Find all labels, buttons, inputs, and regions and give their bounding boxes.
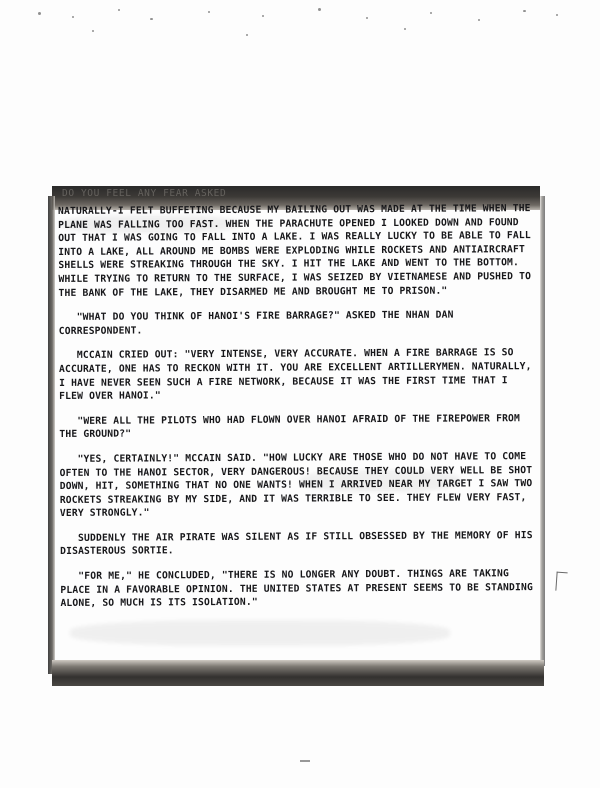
paragraph: "WHAT DO YOU THINK OF HANOI'S FIRE BARRAGE?" ASKED THE NHAN DAN CORRESPONDENT.: [58, 309, 460, 337]
stray-pen-mark: [555, 572, 567, 592]
scan-speck: [262, 15, 264, 17]
scan-speck: [404, 28, 406, 30]
copy-smudge: [70, 620, 450, 646]
paragraph: MCCAIN CRIED OUT: "VERY INTENSE, VERY ACCURATE. WHEN A FIRE BARRAGE IS SO ACCURATE, ONE HAS TO RECKON WITH IT. YOU ARE EXCELLENT ARTILLERYMEN. NATURALLY, I HAVE NEVER SEEN SUCH A FIRE NETWORK, BECAUSE IT WAS THE FIRST TIME THAT I FLEW OVER HANOI.": [58, 347, 538, 403]
scan-speck: [366, 17, 368, 19]
scan-speck: [246, 34, 248, 36]
scan-speck: [150, 18, 153, 20]
scan-speck: [556, 14, 558, 16]
document-left-edge: [48, 196, 55, 674]
scan-speck: [430, 12, 432, 14]
scan-speck: [478, 19, 480, 21]
scan-speck: [72, 16, 74, 18]
band-ghost-text: DO YOU FEEL ANY FEAR ASKED: [62, 188, 227, 199]
scan-speck: [92, 30, 94, 32]
stray-pen-mark: [300, 760, 310, 762]
document-body-text: [58, 202, 538, 611]
paragraph: "FOR ME," HE CONCLUDED, "THERE IS NO LONGER ANY DOUBT. THINGS ARE TAKING PLACE IN A FAVORABLE OPINION. THE UNITED STATES AT PRESENT SEEMS TO BE STANDING ALONE, SO MUCH IS ITS ISOLATION.": [60, 568, 539, 610]
document-bottom-edge-band: [52, 660, 544, 686]
scan-speck: [118, 9, 120, 11]
paragraph: SUDDENLY THE AIR PIRATE WAS SILENT AS IF STILL OBSESSED BY THE MEMORY OF HIS DISASTEROUS SORTIE.: [60, 529, 539, 558]
scan-speck: [208, 11, 210, 13]
scan-speck: [318, 8, 321, 11]
paragraph: "YES, CERTAINLY!" MCCAIN SAID. "HOW LUCKY ARE THOSE WHO DO NOT HAVE TO COME OFTEN TO THE HANOI SECTOR, VERY DANGEROUS! BECAUSE THEY COULD VERY WELL BE SHOT DOWN, HIT, SOMETHING THAT NO ONE WANTS! WHEN I ARRIVED NEAR MY TARGET I SAW TWO ROCKETS STREAKING BY MY SIDE, AND IT WAS TERRIBLE TO SEE. THEY FLEW VERY FAST, VERY STRONGLY.": [59, 451, 539, 520]
paragraph: NATURALLY-I FELT BUFFETING BECAUSE MY BAILING OUT WAS MADE AT THE TIME WHEN THE PLANE WAS FALLING TOO FAST. WHEN THE PARACHUTE OPENED I LOOKED DOWN AND FOUND OUT THAT I WAS GOING TO FALL INTO A LAKE. I WAS REALLY LUCKY TO BE ABLE TO FALL INTO A LAKE, ALL AROUND ME BOMBS WERE EXPLODING WHILE ROCKETS AND ANTIAIRCRAFT SHELLS WERE STREAKING THROUGH THE SKY. I HIT THE LAKE AND WENT TO THE BOTTOM. WHILE TRYING TO RETURN TO THE SURFACE, I WAS SEIZED BY VIETNAMESE AND PUSHED TO THE BANK OF THE LAKE, THEY DISARMED ME AND BROUGHT ME TO PRISON.": [58, 203, 538, 299]
document-right-edge: [540, 196, 545, 666]
paragraph: "WERE ALL THE PILOTS WHO HAD FLOWN OVER HANOI AFRAID OF THE FIREPOWER FROM THE GROUND?": [59, 412, 527, 441]
scan-speck: [38, 12, 41, 15]
scan-speck: [523, 10, 526, 12]
